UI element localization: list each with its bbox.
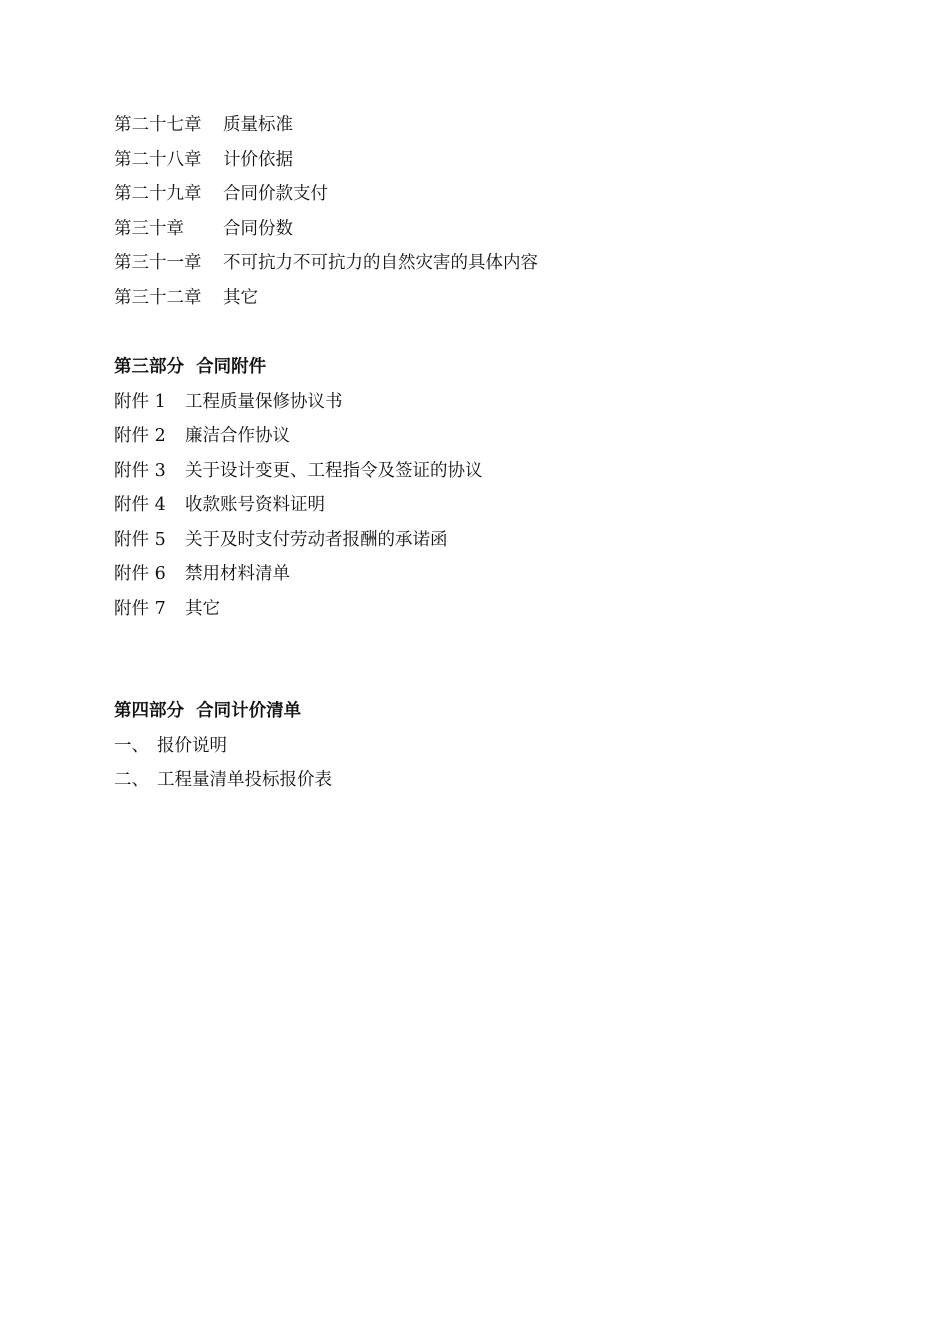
attachment-line: [114, 454, 483, 489]
chapter-line: [114, 108, 538, 143]
chapter-number: 第三十章: [114, 218, 184, 239]
attachment-number: 附件 3: [114, 460, 166, 481]
chapter-number: 第三十二章: [114, 287, 202, 308]
attachment-number: 附件 6: [114, 564, 166, 584]
attachment-number: 附件 4: [114, 495, 166, 515]
attachment-number: 附件 1: [114, 391, 166, 412]
attachment-line: [114, 385, 483, 420]
chapter-line: [114, 177, 538, 212]
chapter-title: 其它: [223, 287, 258, 308]
chapter-title: 计价依据: [223, 149, 293, 170]
chapter-number: 第二十七章: [114, 115, 202, 135]
chapter-list: [114, 108, 538, 315]
part3-section: [114, 350, 483, 626]
chapter-title: 不可抗力不可抗力的自然灾害的具体内容: [223, 253, 538, 273]
chapter-line: [114, 143, 538, 178]
part4-section: [114, 694, 332, 798]
chapter-number: 第二十九章: [114, 184, 202, 204]
chapter-line: [114, 281, 538, 316]
chapter-title: 合同份数: [223, 218, 293, 239]
pricing-title: 工程量清单投标报价表: [157, 770, 332, 790]
attachment-title: 关于及时支付劳动者报酬的承诺函: [185, 529, 448, 550]
pricing-number: 二、: [114, 770, 149, 790]
attachment-title: 禁用材料清单: [185, 564, 290, 584]
chapter-number: 第三十一章: [114, 253, 202, 273]
attachment-number: 附件 2: [114, 426, 166, 446]
pricing-line: [114, 763, 332, 798]
chapter-title: 合同价款支付: [223, 184, 328, 204]
attachment-number: 附件 5: [114, 529, 166, 550]
chapter-line: [114, 246, 538, 281]
attachment-title: 收款账号资料证明: [185, 495, 325, 515]
attachment-title: 其它: [185, 598, 220, 619]
attachment-line: [114, 488, 483, 523]
pricing-number: 一、: [114, 735, 149, 756]
attachment-title: 工程质量保修协议书: [185, 391, 343, 412]
chapter-number: 第二十八章: [114, 149, 202, 170]
chapter-line: [114, 212, 538, 247]
pricing-line: [114, 729, 332, 764]
attachment-title: 廉洁合作协议: [185, 426, 290, 446]
attachment-number: 附件 7: [114, 598, 166, 619]
attachment-line: [114, 592, 483, 627]
attachment-line: [114, 419, 483, 454]
attachment-title: 关于设计变更、工程指令及签证的协议: [185, 460, 483, 481]
part4-heading: 第四部分 合同计价清单: [114, 701, 302, 721]
chapter-title: 质量标准: [223, 115, 293, 135]
attachment-line: [114, 557, 483, 592]
part3-heading: 第三部分 合同附件: [114, 357, 267, 377]
attachment-line: [114, 523, 483, 558]
pricing-title: 报价说明: [157, 735, 227, 756]
